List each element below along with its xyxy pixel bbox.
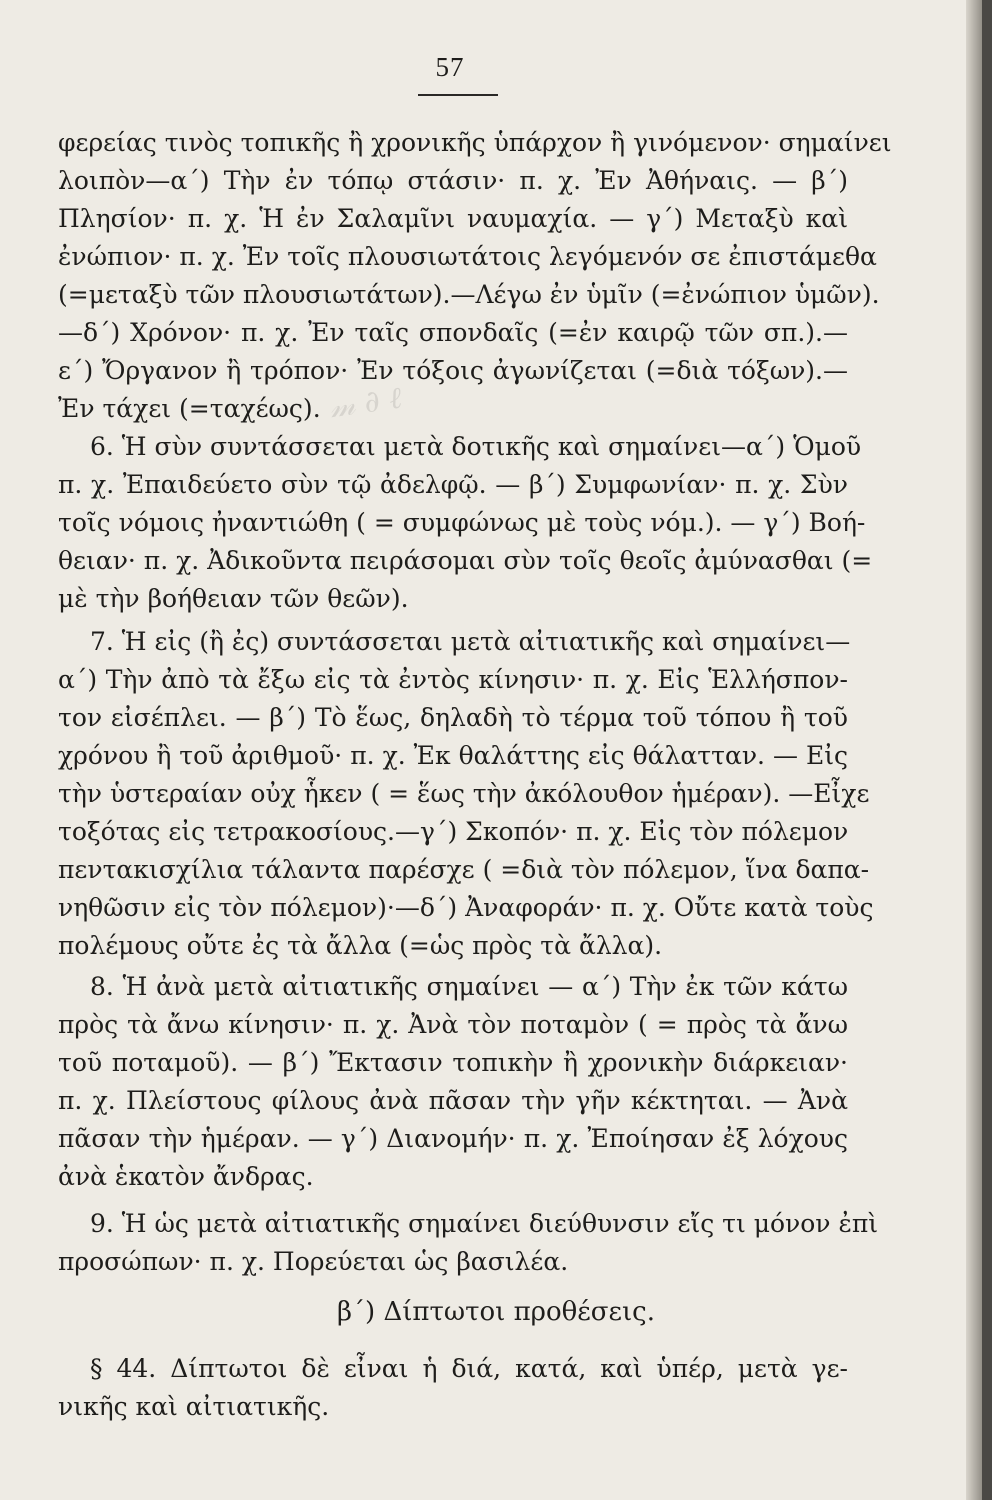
text-line: πεντακισχίλια τάλαντα παρέσχε ( =διὰ τὸν πόλεμον, ἵνα δαπα- [58, 855, 870, 884]
page-edge [982, 0, 992, 1500]
paragraph-6-start: 6. Ἡ σὺν συντάσσεται μετὰ δοτικῆς καὶ σημαίνει—α΄) Ὁμοῦ [90, 432, 862, 461]
text-line: πρὸς τὰ ἄνω κίνησιν· π. χ. Ἀνὰ τὸν ποταμὸν ( = πρὸς τὰ ἄνω [58, 1010, 848, 1039]
text-line: τοξότας εἰς τετρακοσίους.—γ΄) Σκοπόν· π. χ. Εἰς τὸν πόλεμον [58, 817, 849, 846]
text-line: νικῆς καὶ αἰτιατικῆς. [58, 1392, 330, 1421]
paragraph-44-start: § 44. Δίπτωτοι δὲ εἶναι ἡ διά, κατά, καὶ ὑπέρ, μετὰ γε- [90, 1354, 848, 1383]
text-line: φερείας τινὸς τοπικῆς ἢ χρονικῆς ὑπάρχον ἢ γινόμενον· σημαίνει [58, 128, 892, 157]
text-line: π. χ. Ἐπαιδεύετο σὺν τῷ ἀδελφῷ. — β΄) Συμφωνίαν· π. χ. Σὺν [58, 470, 848, 499]
text-line: τοῦ ποταμοῦ). — β΄) Ἔκτασιν τοπικὴν ἢ χρονικὴν διάρκειαν· [58, 1048, 848, 1077]
text-line: α΄) Τὴν ἀπὸ τὰ ἔξω εἰς τὰ ἐντὸς κίνησιν· π. χ. Εἰς Ἑλλήσπον- [58, 665, 848, 694]
text-line: ἀνὰ ἑκατὸν ἄνδρας. [58, 1162, 314, 1191]
paragraph-7-start: 7. Ἡ εἰς (ἢ ἐς) συντάσσεται μετὰ αἰτιατικῆς καὶ σημαίνει— [90, 627, 851, 656]
text-line: ἐνώπιον· π. χ. Ἐν τοῖς πλουσιωτάτοις λεγόμενόν σε ἐπιστάμεθα [58, 242, 877, 271]
text-line: χρόνου ἢ τοῦ ἀριθμοῦ· π. χ. Ἐκ θαλάττης εἰς θάλατταν. — Εἰς [58, 741, 848, 770]
text-line: πολέμους οὔτε ἐς τὰ ἄλλα (=ὡς πρὸς τὰ ἄλλα). [58, 931, 663, 960]
paragraph-9-start: 9. Ἡ ὡς μετὰ αἰτιατικῆς σημαίνει διεύθυνσιν εἴς τι μόνον ἐπὶ [90, 1209, 879, 1238]
text-line: ε΄) Ὄργανον ἢ τρόπον· Ἐν τόξοις ἀγωνίζεται (=διὰ τόξων).— [58, 356, 848, 385]
text-line: Ἐν τάχει (=ταχέως). [58, 394, 321, 423]
text-line: προσώπων· π. χ. Πορεύεται ὡς βασιλέα. [58, 1247, 569, 1276]
header-rule [418, 94, 498, 96]
text-line: (=μεταξὺ τῶν πλουσιωτάτων).—Λέγω ἐν ὑμῖν (=ἐνώπιον ὑμῶν). [58, 280, 880, 309]
paragraph-8-start: 8. Ἡ ἀνὰ μετὰ αἰτιατικῆς σημαίνει — α΄) Τὴν ἐκ τῶν κάτω [90, 972, 848, 1001]
text-line: νηθῶσιν εἰς τὸν πόλεμον)·—δ΄) Ἀναφοράν· π. χ. Οὔτε κατὰ τοὺς [58, 893, 874, 922]
faint-handwritten-mark: 𝓂 ∂ ℓ [327, 380, 404, 426]
page-number: 57 [435, 52, 465, 82]
text-line: θειαν· π. χ. Ἀδικοῦντα πειράσομαι σὺν τοῖς θεοῖς ἀμύνασθαι (= [58, 546, 873, 575]
text-line: λοιπὸν—α΄) Τὴν ἐν τόπῳ στάσιν· π. χ. Ἐν Ἀθήναις. — β΄) [58, 166, 848, 195]
text-line: Πλησίον· π. χ. Ἡ ἐν Σαλαμῖνι ναυμαχία. — γ΄) Μεταξὺ καὶ [58, 204, 848, 233]
text-line: μὲ τὴν βοήθειαν τῶν θεῶν). [58, 584, 409, 613]
text-line: π. χ. Πλείστους φίλους ἀνὰ πᾶσαν τὴν γῆν κέκτηται. — Ἀνὰ [58, 1086, 848, 1115]
text-line: τοῖς νόμοις ἠναντιώθη ( = συμφώνως μὲ τοὺς νόμ.). — γ΄) Βοή- [58, 508, 866, 537]
text-line: τὴν ὑστεραίαν οὐχ ἧκεν ( = ἕως τὴν ἀκόλουθον ἡμέραν). —Εἶχε [58, 779, 870, 808]
text-line: —δ΄) Χρόνον· π. χ. Ἐν ταῖς σπονδαῖς (=ἐν καιρῷ τῶν σπ.).— [58, 318, 848, 347]
text-line: πᾶσαν τὴν ἡμέραν. — γ΄) Διανομήν· π. χ. Ἐποίησαν ἐξ λόχους [58, 1124, 848, 1153]
section-heading: β΄) Δίπτωτοι προθέσεις. [337, 1297, 655, 1327]
text-line: τον εἰσέπλει. — β΄) Τὸ ἕως, δηλαδὴ τὸ τέρμα τοῦ τόπου ἢ τοῦ [58, 703, 848, 732]
